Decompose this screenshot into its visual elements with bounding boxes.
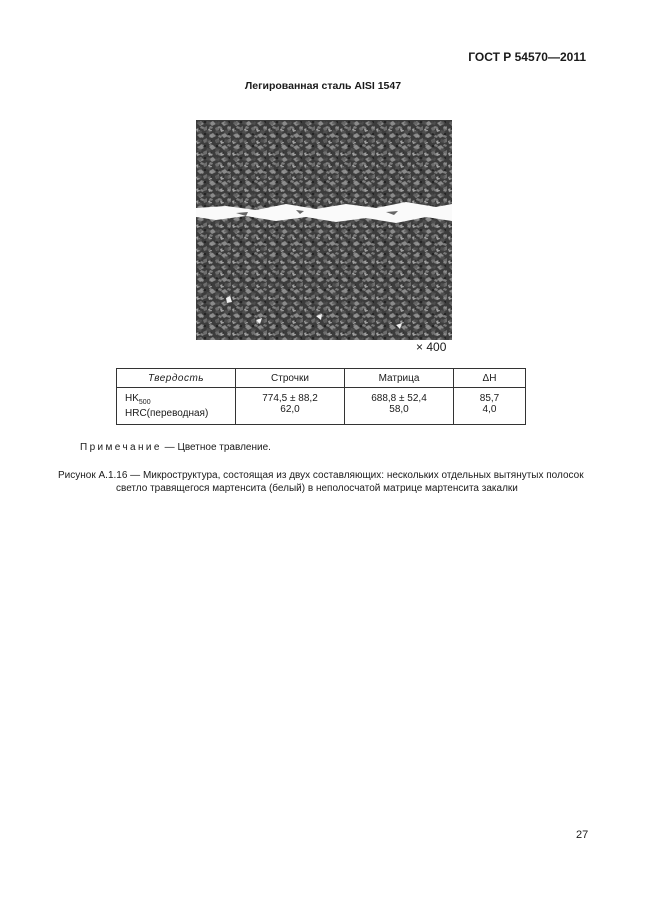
stringers-hrc-value: 62,0 <box>280 404 300 415</box>
note-prefix: Примечание <box>80 442 162 453</box>
hk-label: HK <box>125 393 139 404</box>
document-header: ГОСТ Р 54570—2011 <box>468 50 586 64</box>
caption-line-2: светло травящегося мартенсита (белый) в неполосчатой матрице мартенсита закалки <box>116 483 518 494</box>
note-text: — Цветное травление. <box>161 442 271 453</box>
caption-line-1: Рисунок А.1.16 — Микроструктура, состоящая из двух составляющих: нескольких отдельных вытянутых полосок <box>58 470 584 481</box>
column-header-hardness: Твердость <box>117 369 236 388</box>
figure-title: Легированная сталь AISI 1547 <box>244 80 402 92</box>
matrix-hk-value: 688,8 ± 52,4 <box>371 393 427 404</box>
stringers-cell <box>236 388 345 425</box>
delta-h-cell <box>454 388 526 425</box>
column-header-delta-h: ΔH <box>454 369 526 388</box>
hrc-label: HRC(переводная) <box>125 408 209 419</box>
hardness-table <box>116 368 526 425</box>
micrograph-image <box>196 120 452 340</box>
note <box>80 442 271 453</box>
hardness-label-cell <box>117 388 236 425</box>
table-header-row <box>117 369 526 388</box>
matrix-hrc-value: 58,0 <box>389 404 409 415</box>
table-row <box>117 388 526 425</box>
matrix-cell <box>345 388 454 425</box>
delta-h-hk-value: 85,7 <box>479 393 500 404</box>
hk-subscript: 500 <box>138 399 151 406</box>
magnification-label: × 400 <box>416 340 447 354</box>
stringers-hk-value: 774,5 ± 88,2 <box>262 393 318 404</box>
figure-caption <box>58 469 598 495</box>
column-header-matrix: Матрица <box>345 369 454 388</box>
page-number: 27 <box>576 829 589 841</box>
delta-h-hrc-value: 4,0 <box>482 404 497 415</box>
column-header-stringers: Строчки <box>236 369 345 388</box>
